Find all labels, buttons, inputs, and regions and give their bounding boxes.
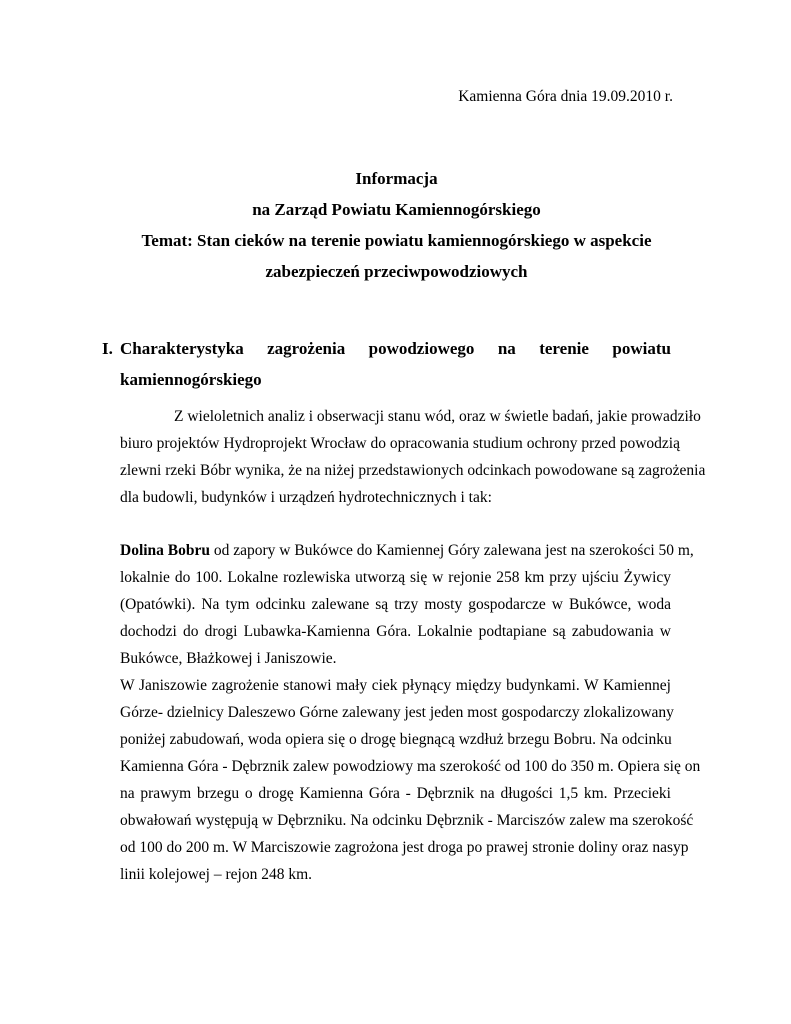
text-line: linii kolejowej – rejon 248 km.	[120, 866, 313, 883]
text-line: Z wieloletnich analiz i obserwacji stanu wód, oraz w świetle badań, jakie prowadziło	[174, 408, 701, 425]
heading-word: powodziowego	[368, 339, 475, 358]
section-heading-line-1	[120, 333, 671, 364]
heading-word: terenie	[539, 339, 589, 358]
text-line: zlewni rzeki Bóbr wynika, że na niżej przedstawionych odcinkach powodowane są zagrożenia	[120, 462, 706, 479]
paragraph-2	[120, 537, 701, 888]
text-line: (Opatówki). Na tym odcinku zalewane są trzy mosty gospodarcze w Bukówce, woda	[120, 596, 671, 613]
title-line-3: Temat: Stan cieków na terenie powiatu kamiennogórskiego w aspekcie	[141, 231, 652, 250]
title-line-4: zabezpieczeń przeciwpowodziowych	[265, 262, 528, 281]
heading-word: Charakterystyka	[120, 339, 244, 358]
bold-lead: Dolina Bobru	[120, 542, 211, 559]
text-line: od 100 do 200 m. W Marciszowie zagrożona jest droga po prawej stronie doliny oraz nasyp	[120, 839, 689, 856]
text-line: Kamienna Góra - Dębrznik zalew powodziowy ma szerokość od 100 do 350 m. Opiera się on	[120, 758, 701, 775]
paragraph-1	[120, 403, 706, 511]
text-line-lead	[120, 537, 694, 564]
text-line: Bukówce, Błażkowej i Janiszowie.	[120, 650, 337, 667]
text-line: dochodzi do drogi Lubawka-Kamienna Góra. Lokalnie podtapiane są zabudowania w	[120, 623, 671, 640]
text-line: Górze- dzielnicy Daleszewo Górne zalewany jest jeden most gospodarczy zlokalizowany	[120, 704, 674, 721]
text-line: W Janiszowie zagrożenie stanowi mały ciek płynący między budynkami. W Kamiennej	[120, 677, 671, 694]
title-line-1: Informacja	[355, 169, 438, 188]
text-line: poniżej zabudowań, woda opiera się o drogę biegnącą wzdłuż brzegu Bobru. Na odcinku	[120, 731, 672, 748]
text-line: obwałowań występują w Dębrzniku. Na odcinku Dębrznik - Marciszów zalew ma szerokość	[120, 812, 694, 829]
section-heading-line-2: kamiennogórskiego	[120, 370, 262, 389]
date-line: Kamienna Góra dnia 19.09.2010 r.	[458, 88, 673, 105]
heading-word: powiatu	[612, 339, 671, 358]
text-line: dla budowli, budynków i urządzeń hydrotechnicznych i tak:	[120, 489, 492, 506]
lead-rest: od zapory w Bukówce do Kamiennej Góry zalewana jest na szerokości 50 m,	[210, 542, 694, 559]
title-line-2: na Zarząd Powiatu Kamiennogórskiego	[252, 200, 541, 219]
text-line: biuro projektów Hydroprojekt Wrocław do opracowania studium ochrony przed powodzią	[120, 435, 680, 452]
text-line: na prawym brzegu o drogę Kamienna Góra - Dębrznik na długości 1,5 km. Przecieki	[120, 785, 671, 802]
heading-word: na	[497, 339, 516, 358]
heading-word: zagrożenia	[267, 339, 346, 358]
section-number: I.	[102, 339, 113, 358]
document-title	[100, 163, 693, 287]
text-line: lokalnie do 100. Lokalne rozlewiska utworzą się w rejonie 258 km przy ujściu Żywicy	[120, 569, 671, 586]
